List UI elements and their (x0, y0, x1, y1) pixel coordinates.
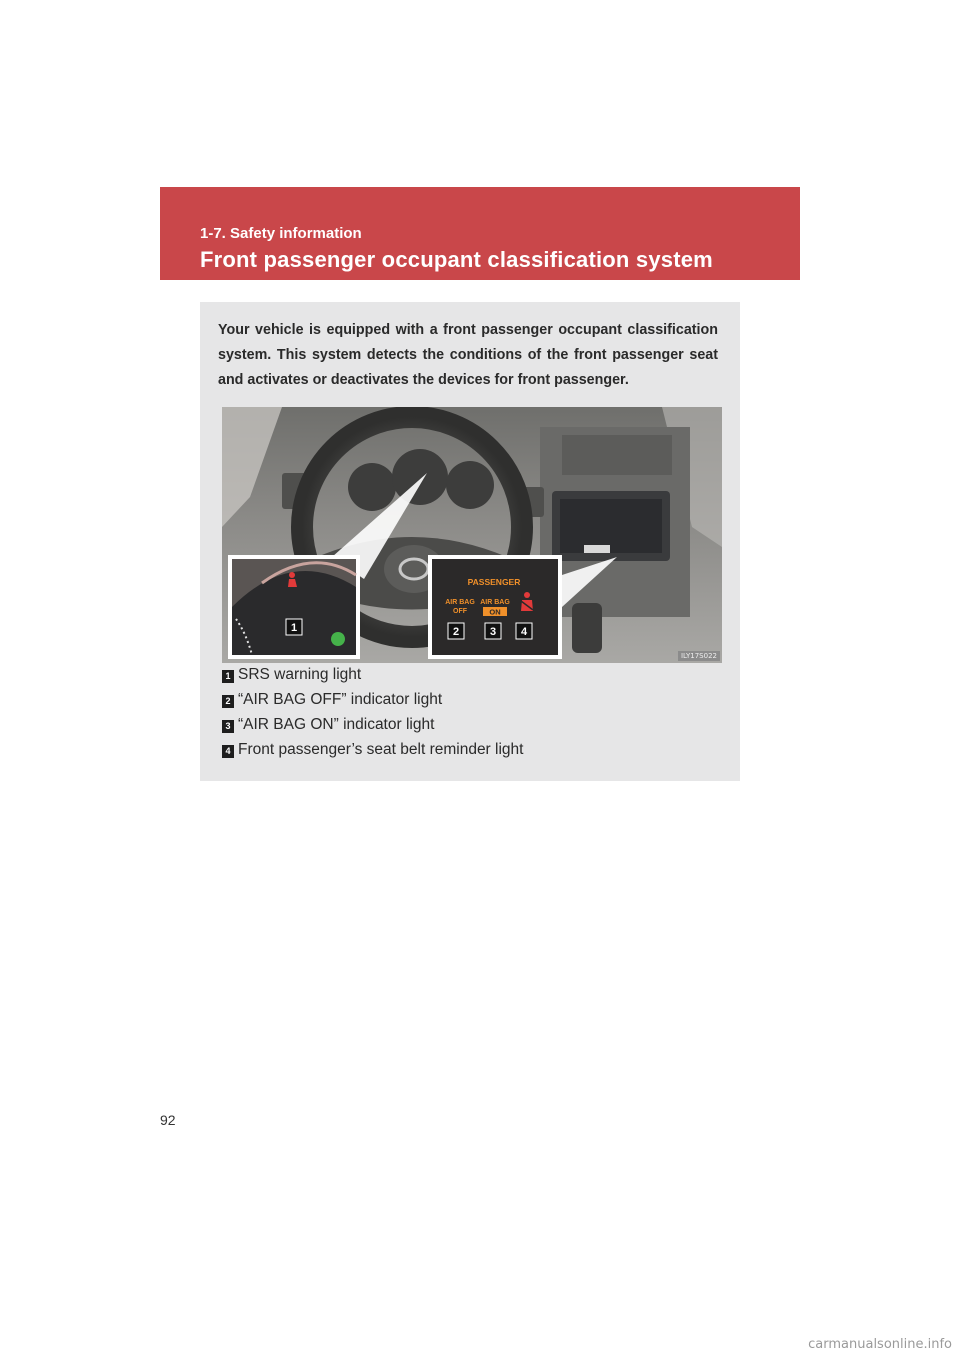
callout-2: 2 (452, 626, 460, 638)
section-header (160, 187, 800, 280)
figure-code: ILY17S022 (678, 651, 720, 661)
legend-number-badge: 1 (222, 670, 234, 683)
dashboard-illustration (222, 407, 722, 663)
intro-paragraph: Your vehicle is equipped with a front passenger occupant classification system. This system detects the conditions of the front passenger seat and activates or deactivates the devices for front passenger. (218, 322, 718, 388)
page-number: 92 (160, 1112, 176, 1128)
page-title: Front passenger occupant classification system (200, 247, 713, 272)
legend-item (222, 740, 722, 765)
dashboard-drawing (222, 407, 722, 663)
airbag-on-label-line1: AIR BAG (480, 599, 510, 606)
passenger-panel-inset (428, 555, 562, 659)
legend-item (222, 715, 722, 740)
watermark: carmanualsonline.info (808, 1337, 952, 1352)
legend-item (222, 665, 722, 690)
callout-1: 1 (290, 622, 298, 634)
legend-text: Front passenger’s seat belt reminder light (238, 741, 524, 758)
airbag-off-label-line1: AIR BAG (445, 599, 475, 606)
legend-list (222, 665, 722, 765)
legend-number-badge: 2 (222, 695, 234, 708)
legend-text: “AIR BAG ON” indicator light (238, 716, 435, 733)
info-panel (200, 302, 740, 781)
airbag-on-label-line2: ON (489, 607, 501, 617)
callout-4: 4 (520, 626, 528, 638)
callout-3: 3 (489, 626, 497, 638)
section-label: 1-7. Safety information (200, 225, 362, 242)
legend-text: “AIR BAG OFF” indicator light (238, 691, 443, 708)
passenger-label: PASSENGER (467, 577, 521, 587)
legend-number-badge: 4 (222, 745, 234, 758)
legend-number-badge: 3 (222, 720, 234, 733)
srs-inset (228, 555, 360, 659)
legend-text: SRS warning light (238, 666, 362, 683)
legend-item (222, 690, 722, 715)
airbag-off-label-line2: OFF (453, 608, 467, 615)
